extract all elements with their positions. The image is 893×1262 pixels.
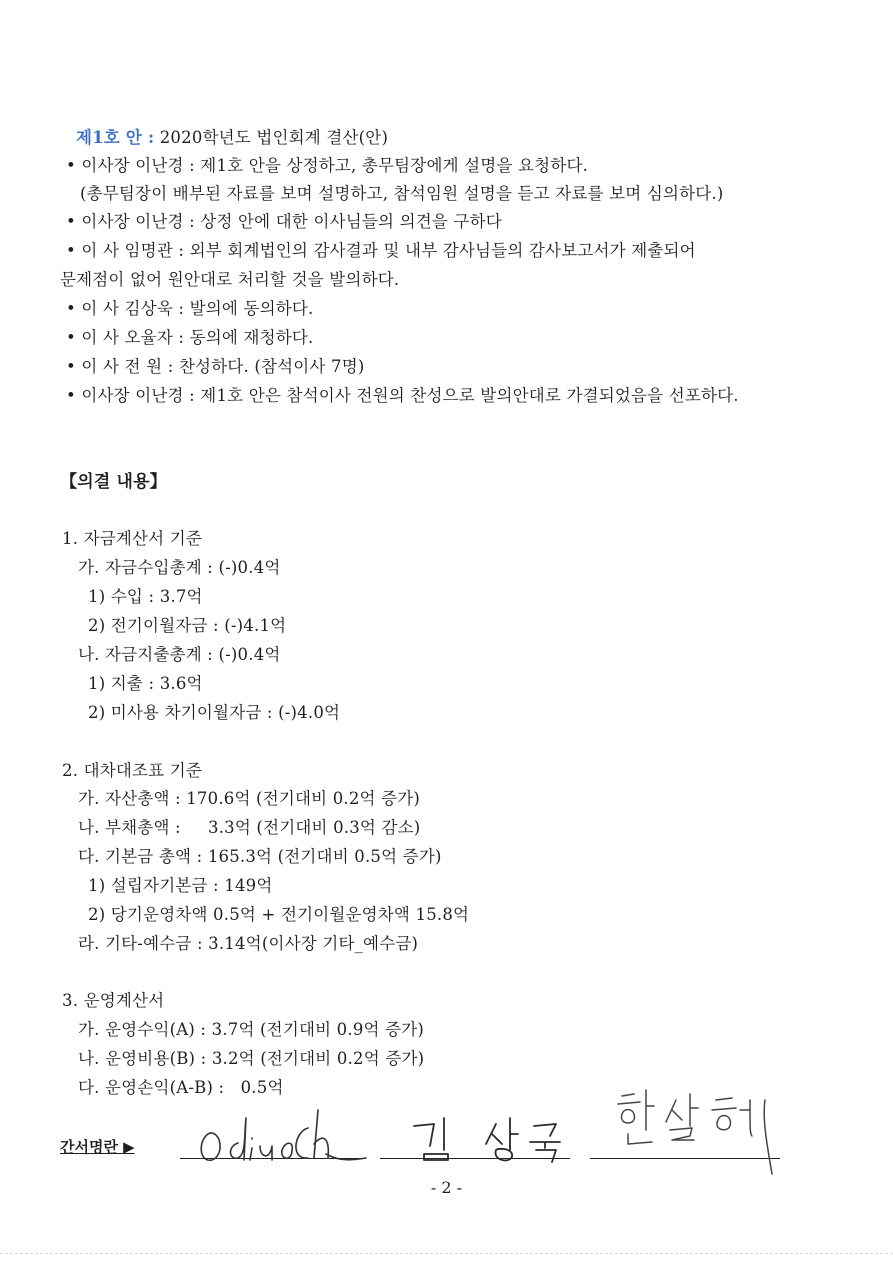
section2-item: 나. 부채총액 : 3.3억 (전기대비 0.3억 감소) — [78, 818, 421, 837]
section2-item: 라. 기타-예수금 : 3.14억(이사장 기타_예수금) — [78, 934, 419, 953]
section2-item: 다. 기본금 총액 : 165.3억 (전기대비 0.5억 증가) — [78, 847, 442, 866]
section1-item: 2) 전기이월자금 : (-)4.1억 — [88, 616, 287, 635]
page-number: - 2 - — [430, 1178, 463, 1197]
agenda-line: (총무팀장이 배부된 자료를 보며 설명하고, 참석임원 설명을 듣고 자료를 보며 심의하다.) — [80, 184, 724, 203]
agenda-title: 2020학년도 법인회계 결산(안) — [159, 128, 389, 147]
section1-item: 1) 지출 : 3.6억 — [88, 674, 203, 693]
section3-item: 나. 운영비용(B) : 3.2억 (전기대비 0.2억 증가) — [78, 1049, 425, 1068]
agenda-line: • 이사장 이난경 : 제1호 안은 참석이사 전원의 찬성으로 발의안대로 가결되었음을 선포하다. — [66, 386, 739, 405]
agenda-line: • 이사장 이난경 : 상정 안에 대한 이사님들의 의견을 구하다 — [66, 212, 502, 231]
section2-item: 2) 당기운영차액 0.5억 + 전기이월운영차액 15.8억 — [88, 905, 470, 924]
section1-item: 나. 자금지출총계 : (-)0.4억 — [78, 645, 281, 664]
agenda-line: • 이 사 오율자 : 동의에 재청하다. — [66, 328, 314, 347]
agenda-line: • 이 사 김상욱 : 발의에 동의하다. — [66, 299, 314, 318]
section3-item: 다. 운영손익(A-B) : 0.5억 — [78, 1078, 284, 1097]
signature-1-image — [190, 1088, 370, 1168]
signature-2-image — [400, 1088, 570, 1168]
scan-edge-line — [0, 1253, 893, 1254]
agenda-label: 제1호 안 : — [76, 128, 155, 147]
section1-item: 2) 미사용 차기이월자금 : (-)4.0억 — [88, 703, 341, 722]
agenda-line: • 이 사 임명관 : 외부 회계법인의 감사결과 및 내부 감사님들의 감사보고서가 제출되어 — [66, 241, 696, 260]
section2-title: 2. 대차대조표 기준 — [62, 761, 203, 780]
agenda-line: • 이사장 이난경 : 제1호 안을 상정하고, 총무팀장에게 설명을 요청하다. — [66, 156, 589, 175]
resolution-heading: 【의결 내용】 — [60, 472, 168, 492]
section1-item: 가. 자금수입총계 : (-)0.4억 — [78, 558, 281, 577]
section2-item: 가. 자산총액 : 170.6억 (전기대비 0.2억 증가) — [78, 789, 421, 808]
section2-item: 1) 설립자기본금 : 149억 — [88, 876, 273, 895]
agenda-heading — [76, 126, 388, 150]
section3-item: 가. 운영수익(A) : 3.7억 (전기대비 0.9억 증가) — [78, 1020, 425, 1039]
signature-3-image — [600, 1070, 790, 1180]
section1-item: 1) 수입 : 3.7억 — [88, 587, 203, 606]
agenda-line: • 이 사 전 원 : 찬성하다. (참석이사 7명) — [66, 357, 365, 376]
section3-title: 3. 운영계산서 — [62, 991, 165, 1010]
section1-title: 1. 자금계산서 기준 — [62, 529, 203, 548]
agenda-line: 문제점이 없어 원안대로 처리할 것을 발의하다. — [60, 270, 400, 289]
signature-label: 간서명란 ▶ — [60, 1138, 135, 1156]
